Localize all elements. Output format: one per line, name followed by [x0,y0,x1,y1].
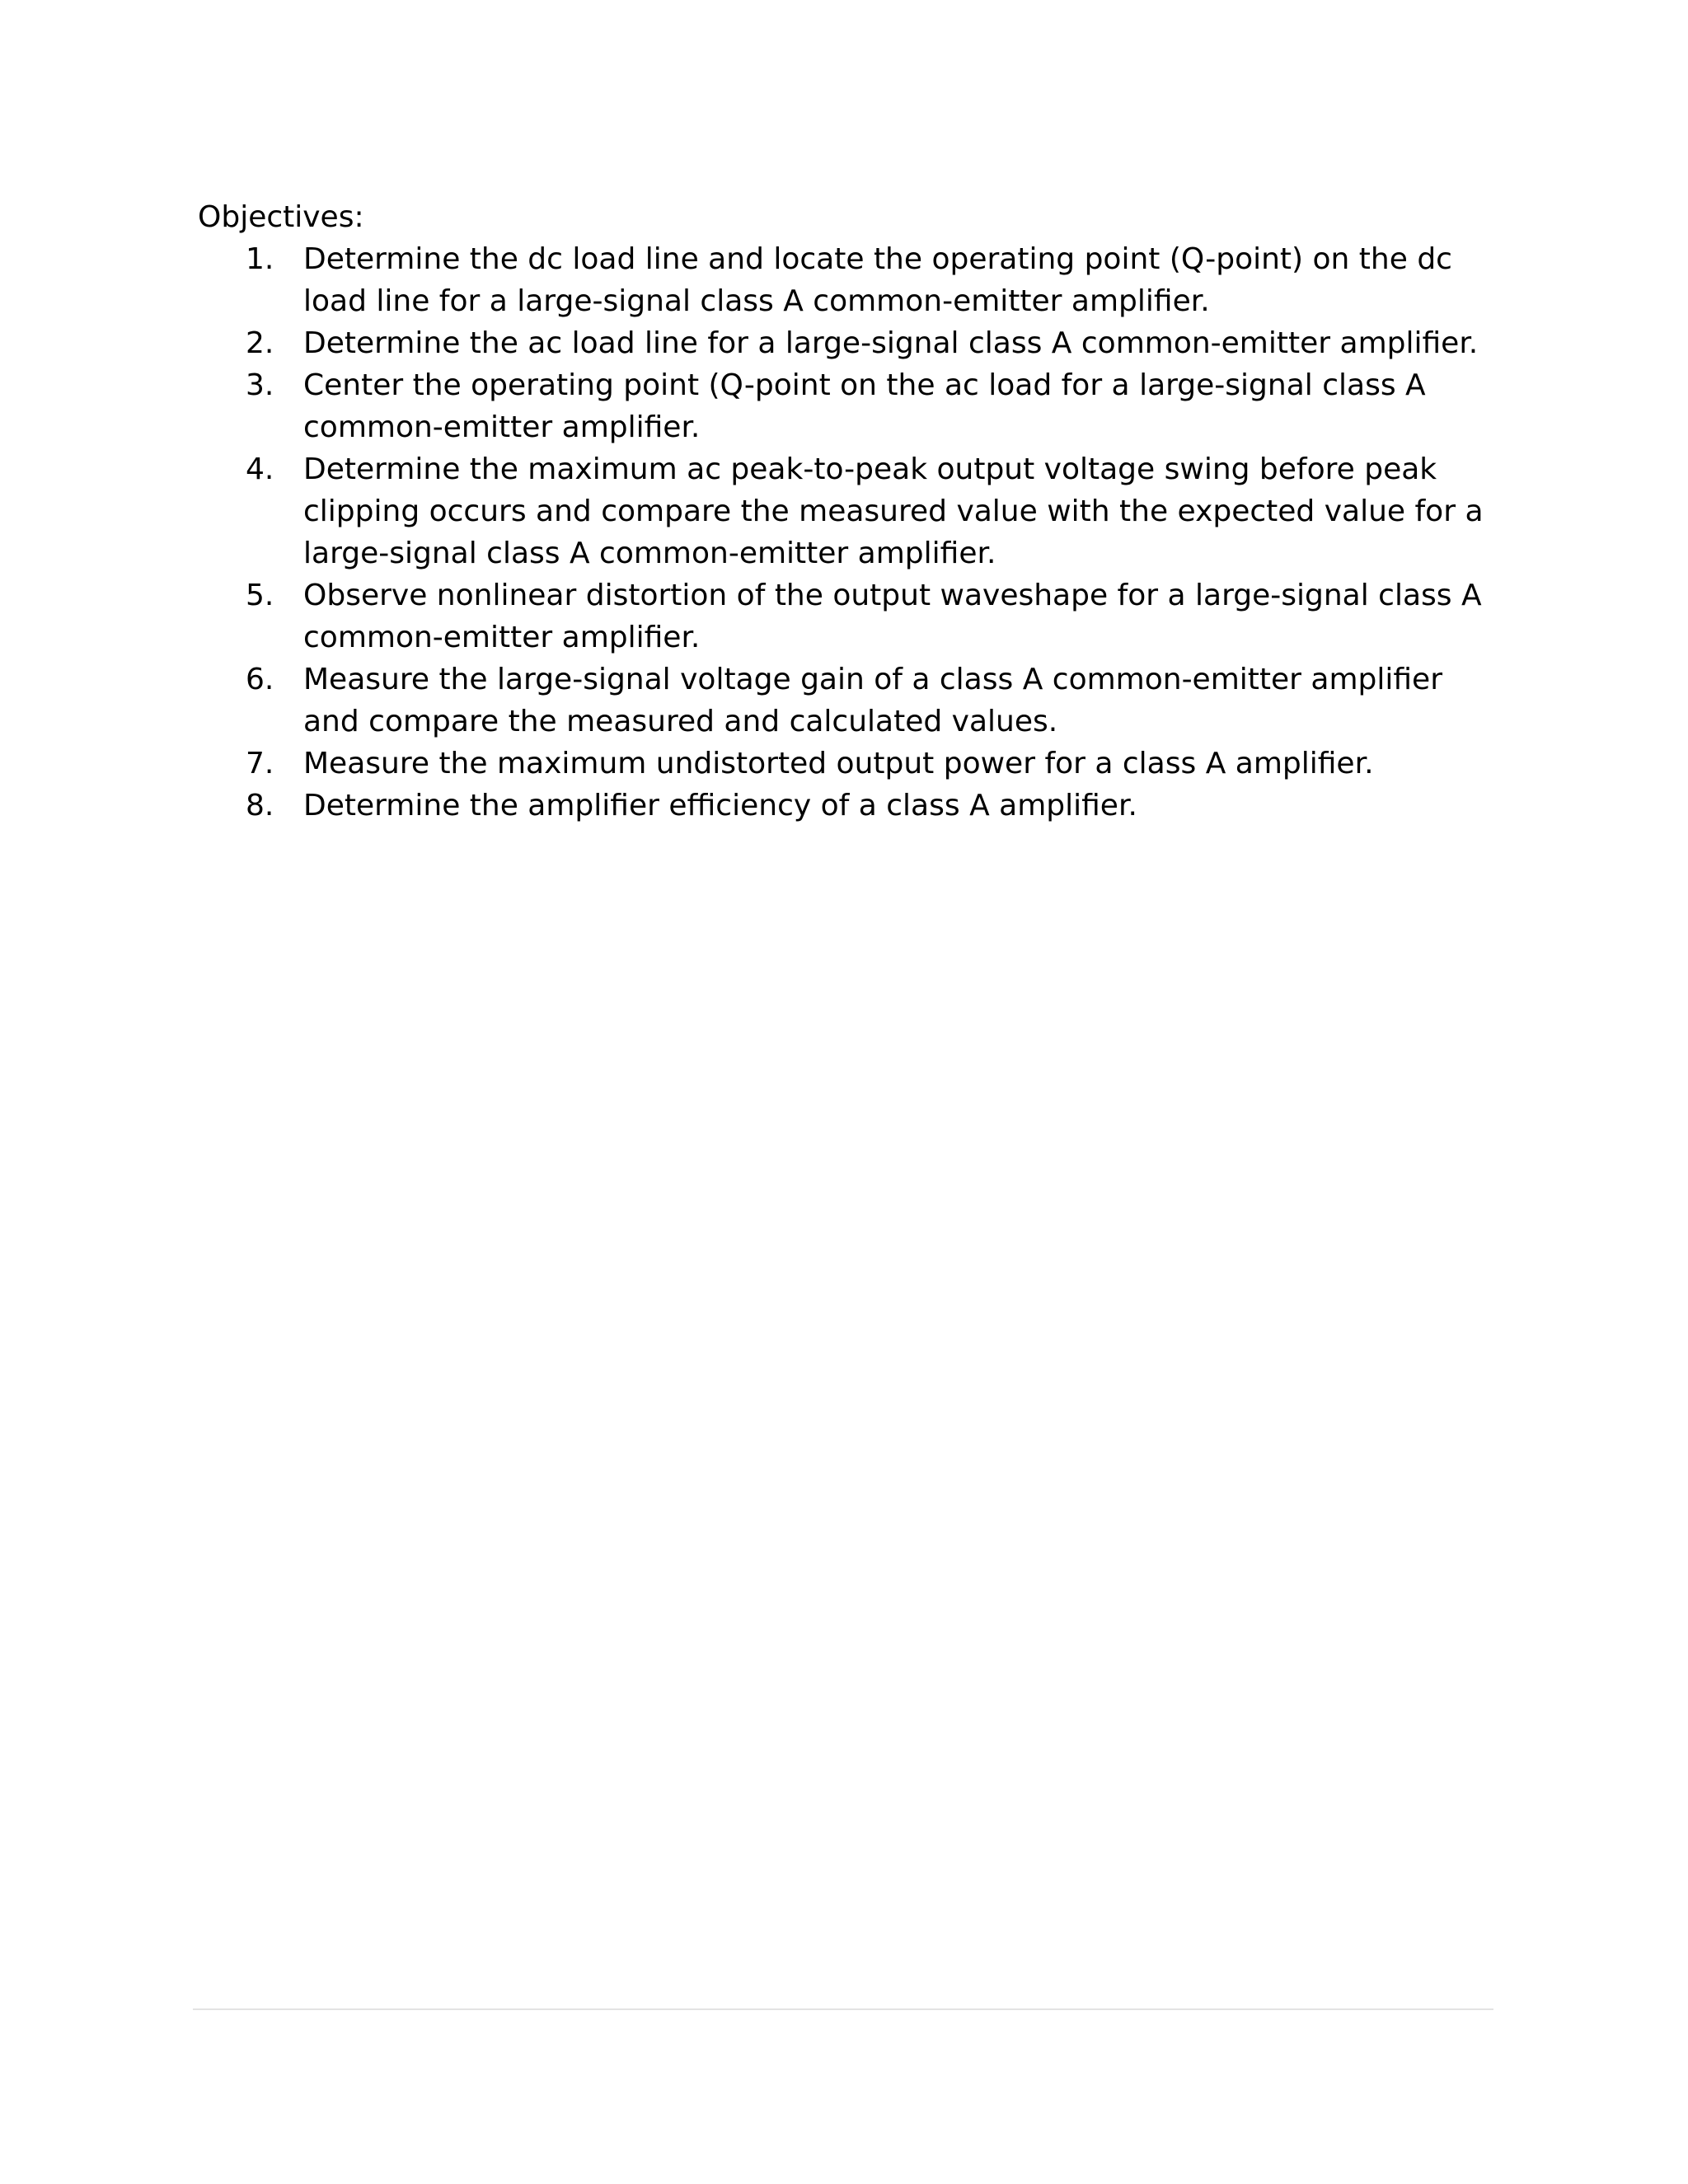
objective-number: 6. [246,663,274,696]
footer-divider [193,2008,1493,2010]
objective-item-7 [246,743,1498,785]
objective-text: Determine the maximum ac peak-to-peak output voltage swing before peak clipping occurs and compare the measured value with the expected value for a large-signal class A common-emitter amplifier. [303,452,1484,570]
objective-item-2 [246,322,1498,364]
objective-text: Center the operating point (Q-point on the ac load for a large-signal class A common-emitter amplifier. [303,368,1426,444]
objective-number: 7. [246,747,274,780]
objective-item-4 [246,448,1498,574]
objective-text: Determine the dc load line and locate the operating point (Q-point) on the dc load line for a large-signal class A common-emitter amplifier. [303,242,1452,318]
objective-text: Determine the ac load line for a large-signal class A common-emitter amplifier. [303,326,1479,360]
objective-item-3 [246,364,1498,448]
objective-number: 3. [246,368,274,402]
objective-item-1 [246,238,1498,322]
objective-number: 2. [246,326,274,360]
objectives-heading: Objectives: [198,200,364,234]
objective-item-8 [246,785,1498,827]
objective-text: Determine the amplifier efficiency of a class A amplifier. [303,789,1137,823]
objective-number: 1. [246,242,274,276]
objective-text: Measure the maximum undistorted output power for a class A amplifier. [303,747,1374,780]
objective-text: Observe nonlinear distortion of the output waveshape for a large-signal class A common-emitter amplifier. [303,579,1482,654]
objective-item-5 [246,574,1498,658]
objective-item-6 [246,658,1498,743]
objective-number: 5. [246,579,274,612]
objective-number: 8. [246,789,274,823]
objectives-list [246,238,1498,827]
objective-text: Measure the large-signal voltage gain of a class A common-emitter amplifier and compare the measured and calculated values. [303,663,1443,738]
objective-number: 4. [246,452,274,486]
